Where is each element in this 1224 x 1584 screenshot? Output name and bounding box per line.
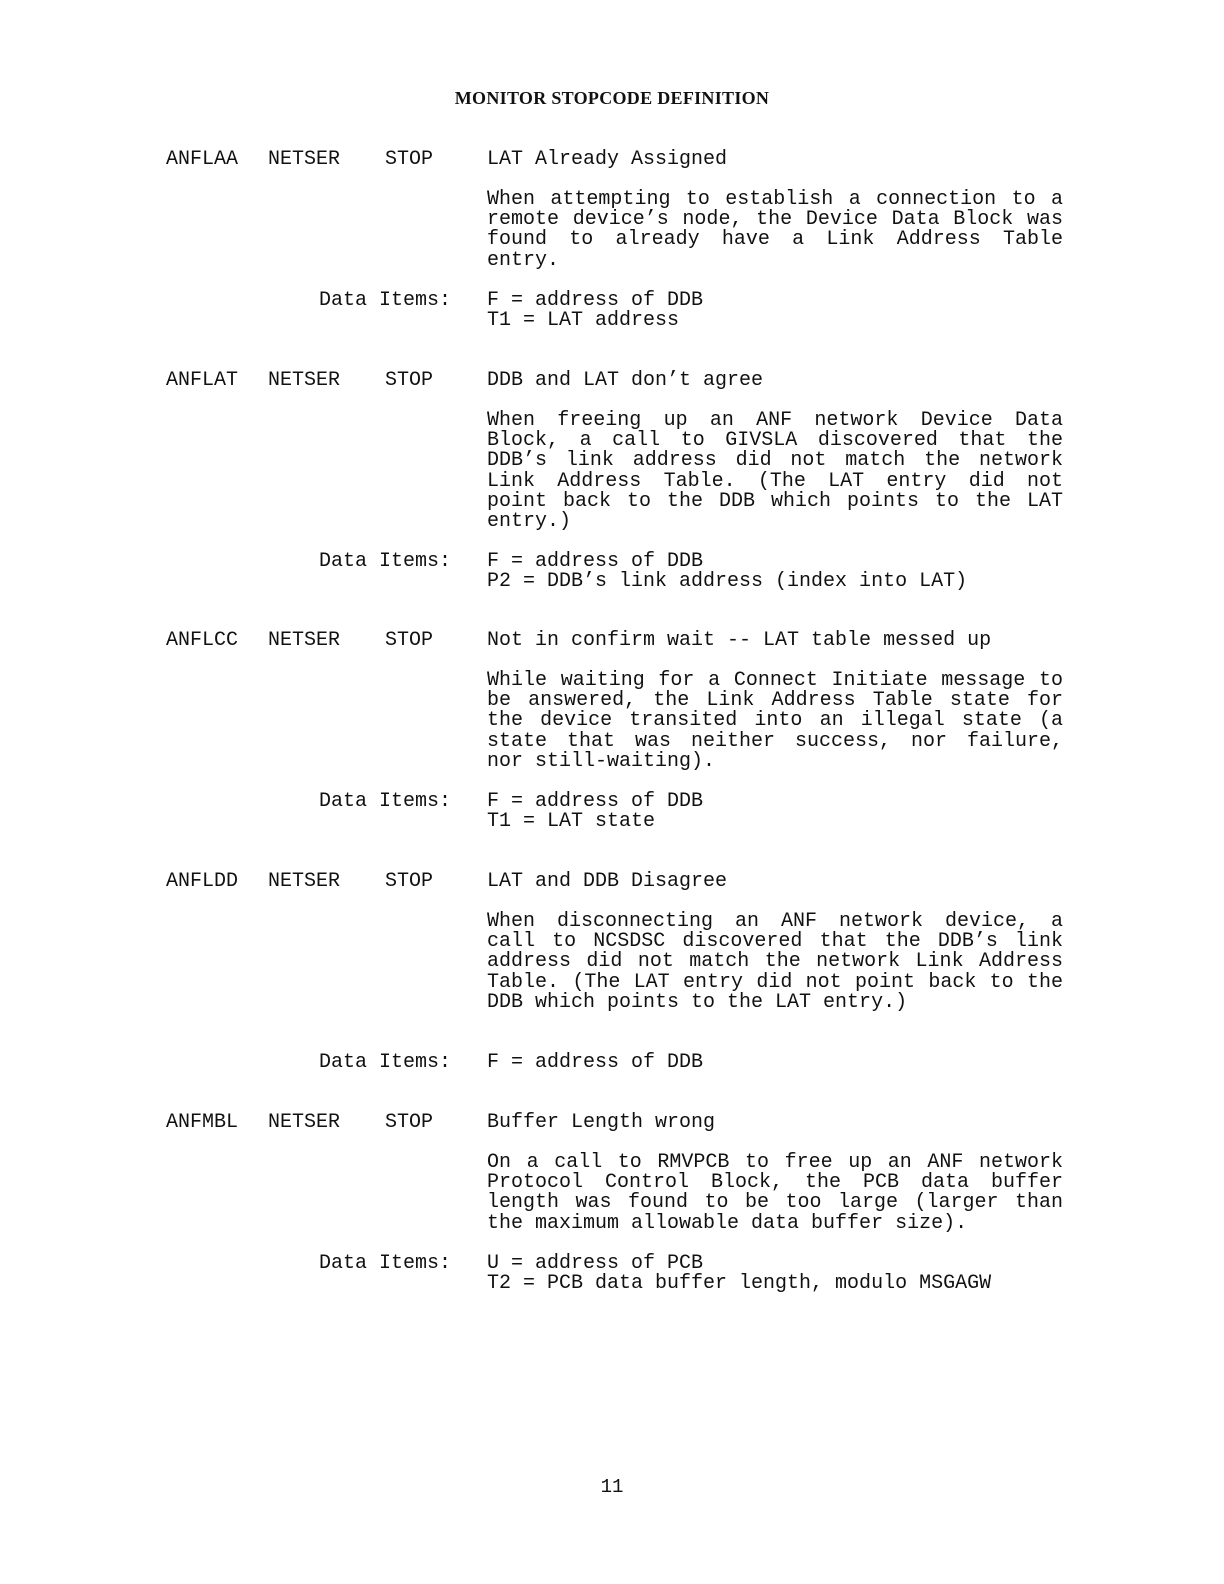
page-title: MONITOR STOPCODE DEFINITION <box>454 88 770 108</box>
data-item: F = address of DDB <box>487 790 704 813</box>
stopcode-module: NETSER <box>268 148 341 171</box>
stopcode-module: NETSER <box>268 629 341 652</box>
data-item: T2 = PCB data buffer length, modulo MSGAGW <box>487 1272 992 1296</box>
stopcode-summary: Buffer Length wrong <box>487 1111 716 1134</box>
stopcode-summary: LAT Already Assigned <box>487 148 728 171</box>
stopcode-type: STOP <box>385 148 434 171</box>
page-number: 11 <box>600 1476 624 1498</box>
data-item: F = address of DDB <box>487 289 704 312</box>
stopcode-description: On a call to RMVPCB to free up an ANF network Protocol Control Block, the PCB data buffer length was found to be too large (larger than the maximum allowable data buffer size). <box>487 1151 1063 1235</box>
stopcode-type: STOP <box>385 369 434 392</box>
stopcode-name: ANFLAA <box>166 148 239 171</box>
stopcode-description: When disconnecting an ANF network device, a call to NCSDSC discovered that the DDB’s link address did not match the network Link Address Table. (The LAT entry did not point back to the DDB which points to the LAT entry.) <box>487 910 1063 1014</box>
data-items-label: Data Items: <box>319 550 452 573</box>
data-item: T1 = LAT address <box>487 309 680 333</box>
stopcode-name: ANFLAT <box>166 369 239 392</box>
data-item: F = address of DDB <box>487 1051 704 1074</box>
data-items-list <box>487 291 703 331</box>
data-item: F = address of DDB <box>487 550 704 573</box>
stopcode-description: When freeing up an ANF network Device Data Block, a call to GIVSLA discovered that the DDB’s link address did not match the network Link Address Table. (The LAT entry did not point back to the DDB which points to the LAT entry.) <box>487 409 1063 534</box>
data-item: P2 = DDB’s link address (index into LAT) <box>487 570 968 594</box>
stopcode-description: While waiting for a Connect Initiate message to be answered, the Link Address Table state for the device transited into an illegal state (a state that was neither success, nor failure, nor still-waiting). <box>487 669 1063 773</box>
stopcode-description: When attempting to establish a connection to a remote device’s node, the Device Data Block was found to already have a Link Address Table entry. <box>487 188 1063 272</box>
stopcode-name: ANFMBL <box>166 1111 239 1134</box>
data-items-list <box>487 792 703 832</box>
stopcode-type: STOP <box>385 1111 434 1134</box>
data-items-label: Data Items: <box>319 1051 452 1074</box>
stopcode-type: STOP <box>385 870 434 893</box>
stopcode-summary: DDB and LAT don’t agree <box>487 369 764 392</box>
stopcode-type: STOP <box>385 629 434 652</box>
stopcode-module: NETSER <box>268 870 341 893</box>
data-items-label: Data Items: <box>319 289 452 312</box>
data-item: T1 = LAT state <box>487 810 656 834</box>
data-items-label: Data Items: <box>319 1252 452 1275</box>
stopcode-name: ANFLDD <box>166 870 239 893</box>
data-items-list <box>487 1053 703 1073</box>
data-items-list <box>487 1254 991 1294</box>
data-items-label: Data Items: <box>319 790 452 813</box>
stopcode-summary: Not in confirm wait -- LAT table messed up <box>487 629 992 652</box>
stopcode-module: NETSER <box>268 369 341 392</box>
data-item: U = address of PCB <box>487 1252 704 1275</box>
stopcode-summary: LAT and DDB Disagree <box>487 870 728 893</box>
data-items-list <box>487 552 967 592</box>
stopcode-name: ANFLCC <box>166 629 239 652</box>
stopcode-module: NETSER <box>268 1111 341 1134</box>
